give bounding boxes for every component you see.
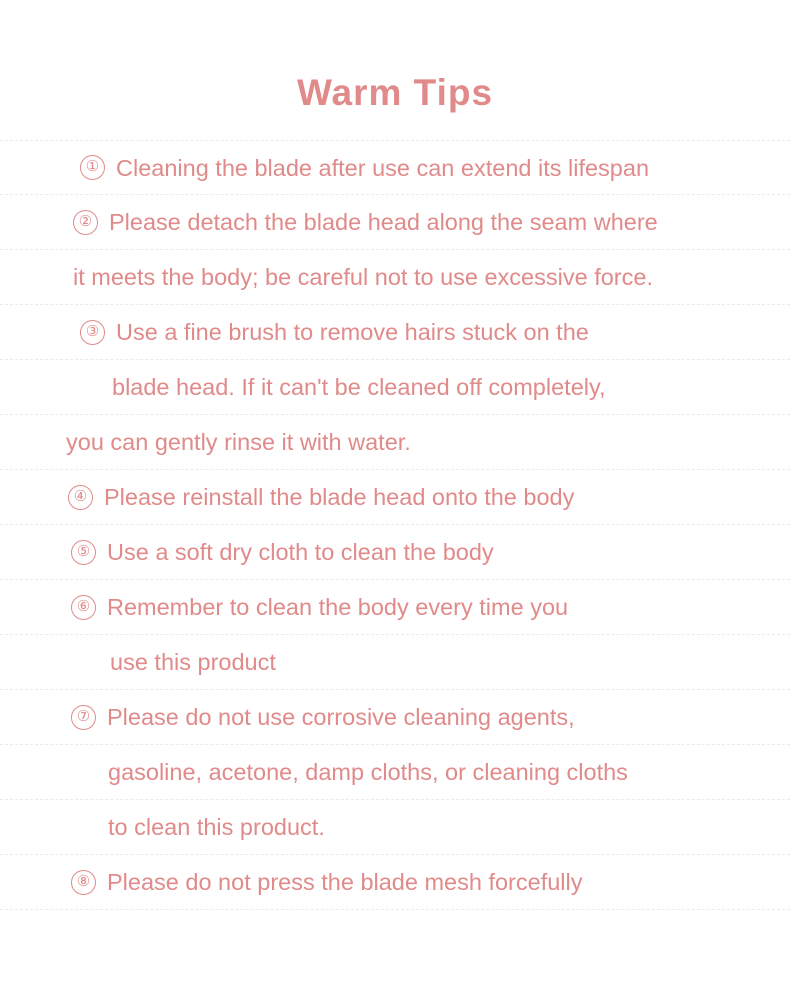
list-item-continuation [0,800,790,855]
list-item [0,305,790,360]
list-marker-5: ⑤ [71,540,96,565]
tip-text-2-line-1: Please detach the blade head along the seam where [109,209,658,235]
list-item [0,580,790,635]
list-item-continuation [0,360,790,415]
list-item-continuation [0,415,790,470]
list-marker-7: ⑦ [71,705,96,730]
list-item [0,195,790,250]
tip-text-5-line-1: Use a soft dry cloth to clean the body [107,539,494,565]
tip-text-4-line-1: Please reinstall the blade head onto the body [104,484,575,510]
tip-text-3-line-1: Use a fine brush to remove hairs stuck on the [116,319,589,345]
list-marker-1: ① [80,155,105,180]
list-item-continuation [0,250,790,305]
list-item [0,140,790,195]
tip-text-6-line-1: Remember to clean the body every time you [107,594,569,620]
list-marker-6: ⑥ [71,595,96,620]
tip-text-7-line-1: Please do not use corrosive cleaning agents, [107,704,575,730]
tips-list [0,140,790,910]
list-marker-3: ③ [80,320,105,345]
tip-text-8-line-1: Please do not press the blade mesh forcefully [107,869,583,895]
list-item-continuation [0,635,790,690]
list-item [0,855,790,910]
tip-text-7-line-2: gasoline, acetone, damp cloths, or cleaning cloths [108,759,628,785]
tip-text-2-line-2: it meets the body; be careful not to use excessive force. [73,264,653,290]
tip-text-1-line-1: Cleaning the blade after use can extend its lifespan [116,154,650,181]
list-marker-2: ② [73,210,98,235]
tip-text-3-line-3: you can gently rinse it with water. [66,429,411,455]
tip-text-3-line-2: blade head. If it can't be cleaned off completely, [112,374,606,400]
tip-text-6-line-2: use this product [110,649,276,675]
list-item [0,690,790,745]
tip-text-7-line-3: to clean this product. [108,814,325,840]
list-item [0,525,790,580]
list-item [0,470,790,525]
page-title: Warm Tips [296,72,494,113]
list-marker-8: ⑧ [71,870,96,895]
list-item-continuation [0,745,790,800]
list-marker-4: ④ [68,485,93,510]
